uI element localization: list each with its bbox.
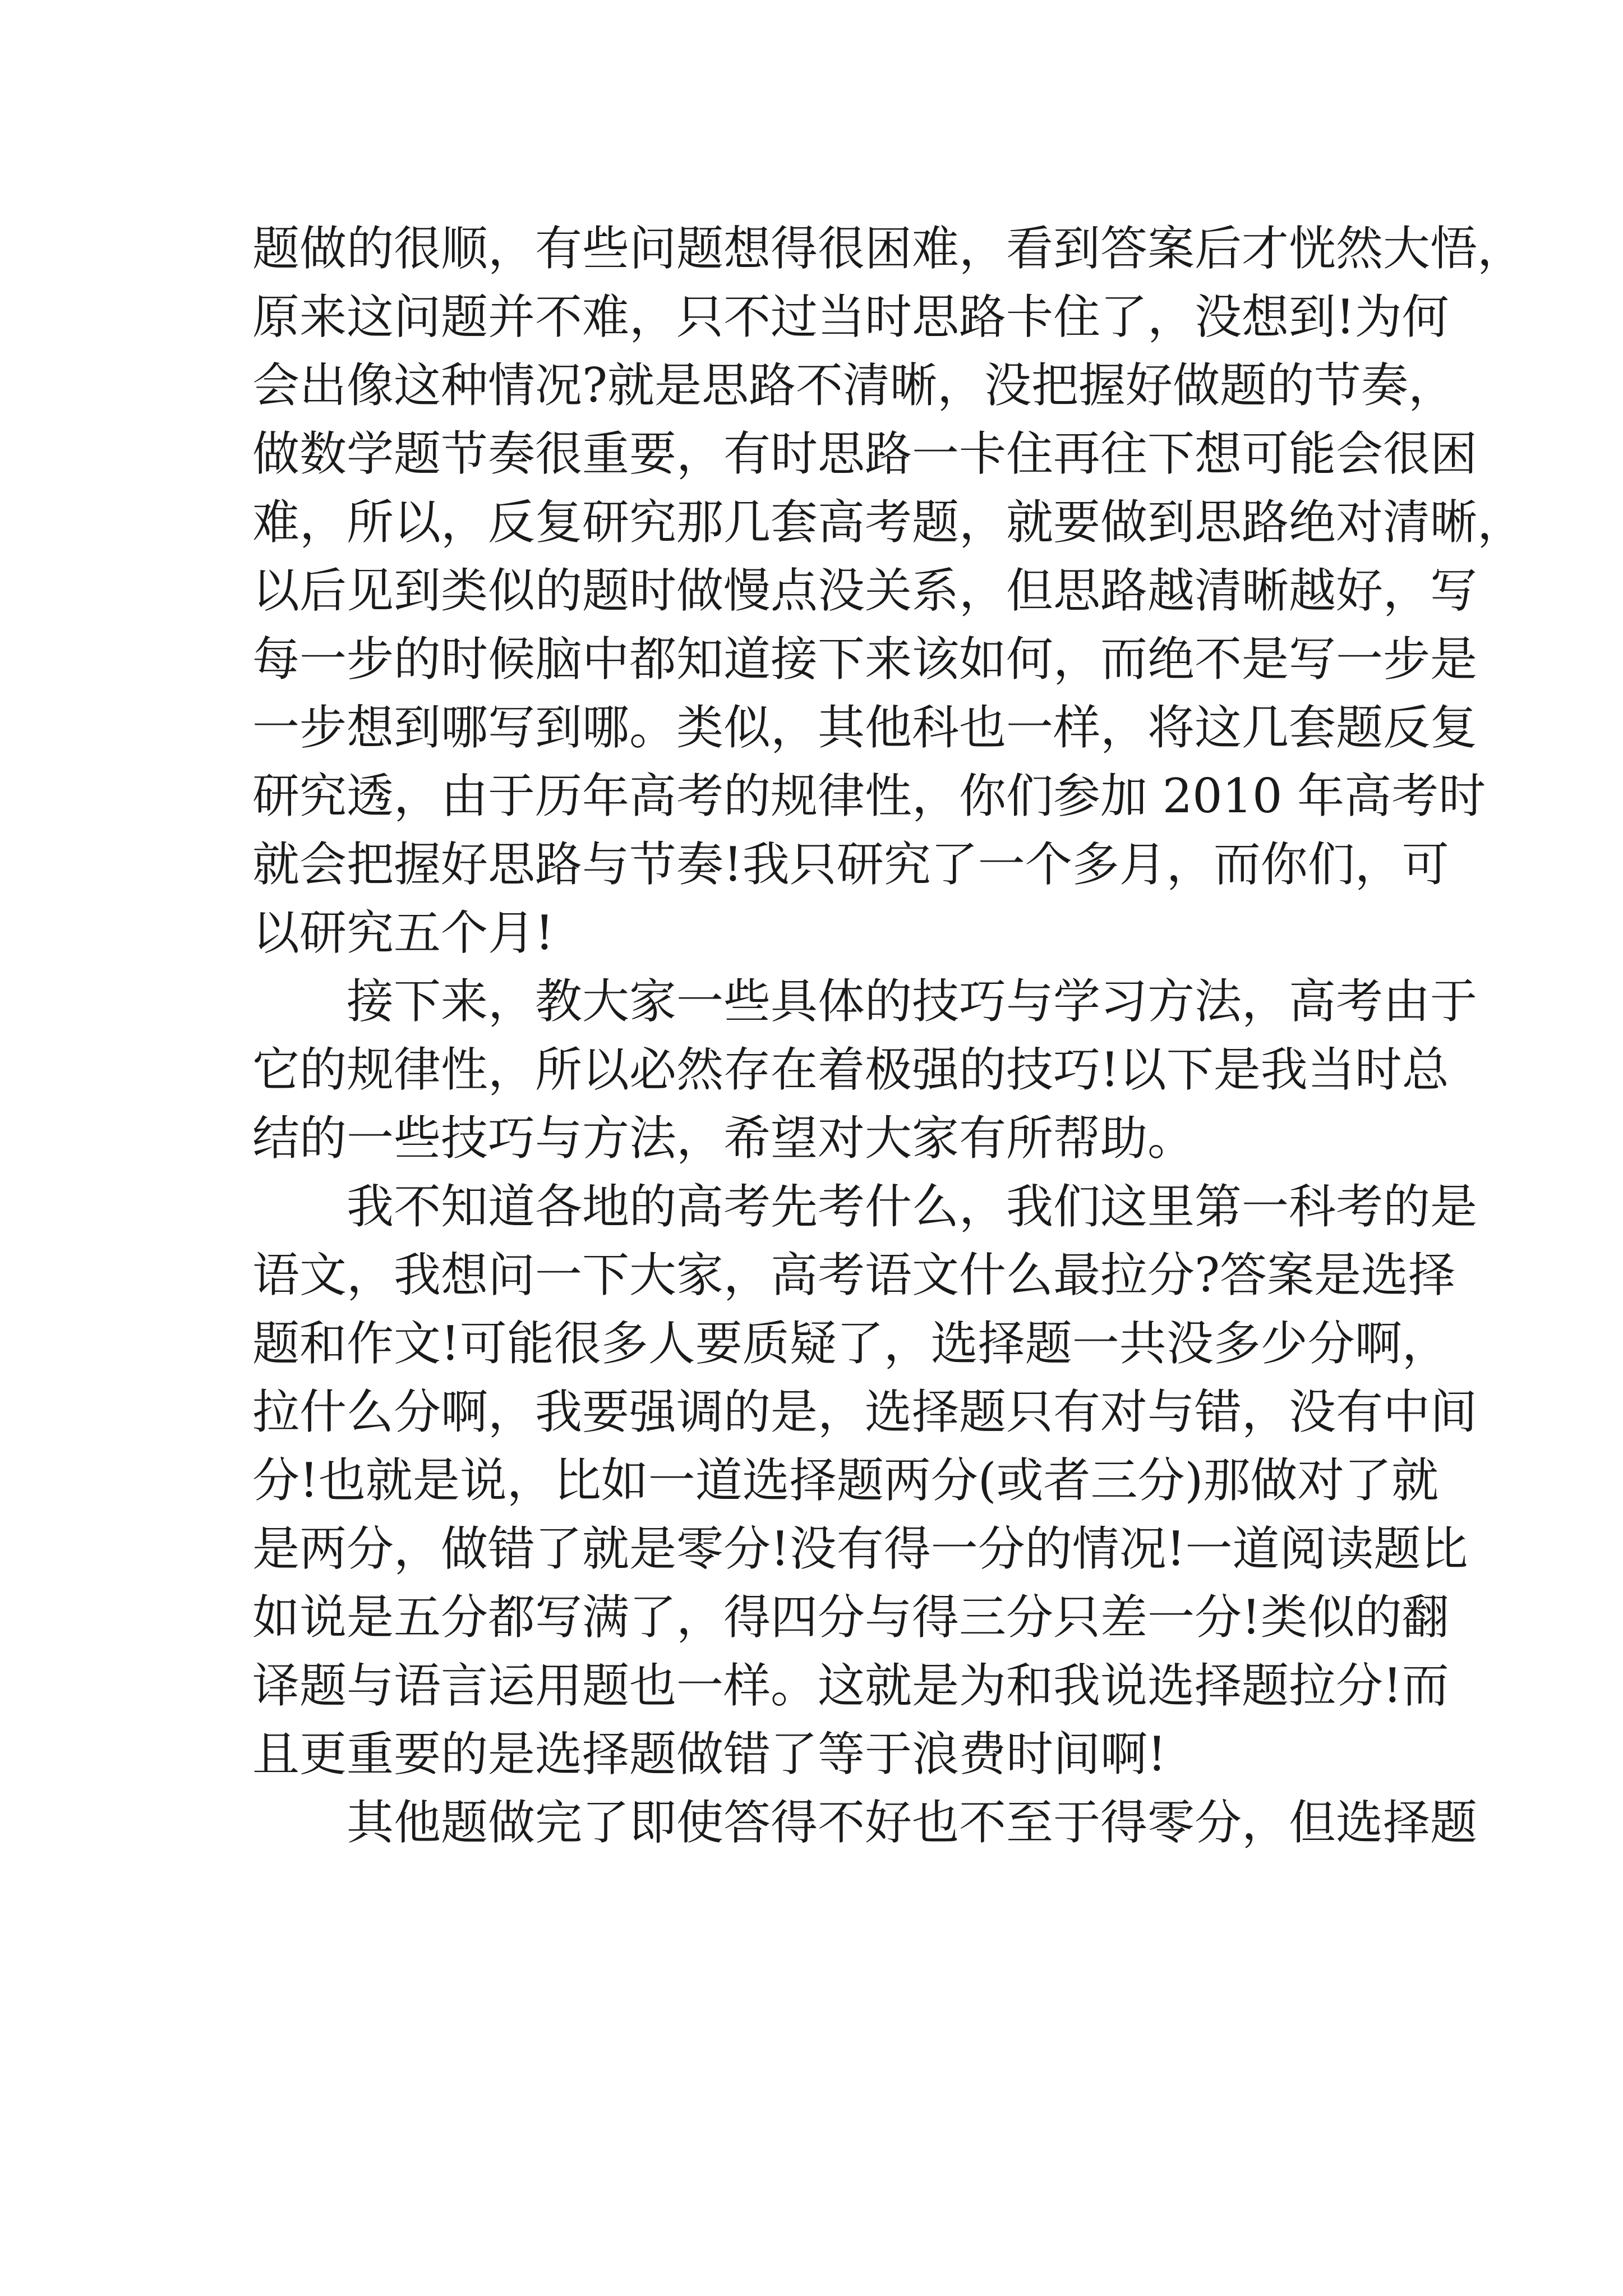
text-line: 语文，我想问一下大家，高考语文什么最拉分?答案是选择 xyxy=(252,1248,1456,1303)
text-line: 难，所以，反复研究那几套高考题，就要做到思路绝对清晰， xyxy=(252,495,1525,550)
text-line: 且更重要的是选择题做错了等于浪费时间啊! xyxy=(252,1727,1166,1782)
text-line: 它的规律性，所以必然存在着极强的技巧!以下是我当时总 xyxy=(252,1042,1449,1097)
text-line: 题和作文!可能很多人要质疑了，选择题一共没多少分啊， xyxy=(252,1316,1449,1371)
text-line: 做数学题节奏很重要，有时思路一卡住再往下想可能会很困 xyxy=(252,426,1478,481)
text-line: 译题与语言运用题也一样。这就是为和我说选择题拉分!而 xyxy=(252,1658,1449,1713)
text-line: 研究透，由于历年高考的规律性，你们参加 2010 年高考时 xyxy=(252,769,1486,823)
text-line: 以后见到类似的题时做慢点没关系，但思路越清晰越好，写 xyxy=(252,563,1478,618)
text-line: 分!也就是说，比如一道选择题两分(或者三分)那做对了就 xyxy=(252,1453,1439,1508)
text-line: 接下来，教大家一些具体的技巧与学习方法，高考由于 xyxy=(347,974,1478,1029)
text-line: 以研究五个月! xyxy=(252,905,554,960)
document-body xyxy=(252,214,1525,1857)
text-line: 每一步的时候脑中都知道接下来该如何，而绝不是写一步是 xyxy=(252,632,1478,687)
paragraph-4 xyxy=(252,1788,1478,1857)
text-line: 拉什么分啊，我要强调的是，选择题只有对与错，没有中间 xyxy=(252,1384,1478,1439)
text-line: 一步想到哪写到哪。类似，其他科也一样，将这几套题反复 xyxy=(252,700,1478,755)
text-line: 其他题做完了即使答得不好也不至于得零分，但选择题 xyxy=(347,1795,1478,1850)
text-line: 就会把握好思路与节奏!我只研究了一个多月，而你们，可 xyxy=(252,837,1449,892)
text-line: 题做的很顺，有些问题想得很困难，看到答案后才恍然大悟， xyxy=(252,221,1525,276)
paragraph-2 xyxy=(252,967,1478,1172)
text-line: 会出像这种情况?就是思路不清晰，没把握好做题的节奏， xyxy=(252,358,1456,413)
paragraph-1 xyxy=(252,214,1525,967)
paragraph-3 xyxy=(252,1172,1478,1788)
text-line: 结的一些技巧与方法，希望对大家有所帮助。 xyxy=(252,1111,1195,1166)
text-line: 是两分，做错了就是零分!没有得一分的情况!一道阅读题比 xyxy=(252,1521,1468,1576)
text-line: 我不知道各地的高考先考什么，我们这里第一科考的是 xyxy=(347,1179,1478,1234)
text-line: 如说是五分都写满了，得四分与得三分只差一分!类似的翻 xyxy=(252,1590,1449,1645)
text-line: 原来这问题并不难，只不过当时思路卡住了，没想到!为何 xyxy=(252,289,1449,344)
